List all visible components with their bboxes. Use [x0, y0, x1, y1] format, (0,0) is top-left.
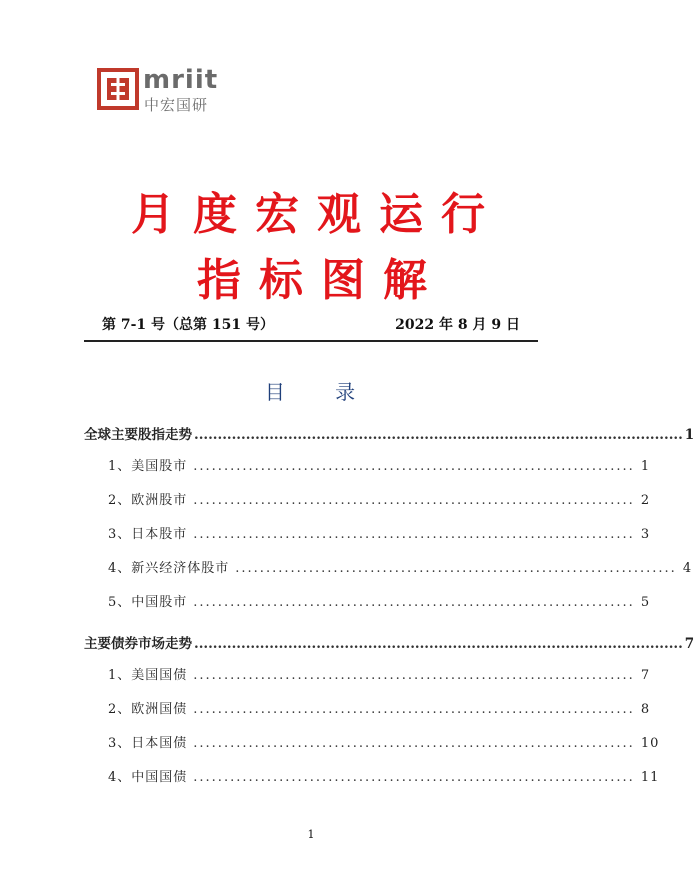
- mriit-logo-icon: [97, 68, 139, 110]
- toc-page-number: 11: [640, 770, 660, 785]
- toc-item-japan-bonds[interactable]: [108, 732, 660, 751]
- toc-leader-dots: ........................................................................................................: [194, 427, 683, 443]
- title-line-2: 指标图解: [197, 255, 445, 306]
- toc-page-number: 4: [682, 561, 693, 576]
- toc-section-label: 主要债券市场走势: [84, 636, 192, 652]
- toc-item-japan-stocks[interactable]: [108, 523, 651, 542]
- toc-leader-dots: ........................................................................: [193, 668, 635, 683]
- brand-logo: [97, 65, 217, 115]
- logo-chinese-name: 中宏国研: [144, 96, 209, 114]
- toc-leader-dots: ........................................................................: [235, 561, 677, 576]
- toc-page-number: 7: [640, 668, 651, 683]
- toc-leader-dots: ........................................................................: [193, 459, 635, 474]
- toc-leader-dots: ........................................................................: [193, 595, 635, 610]
- toc-page-number: 3: [640, 527, 651, 542]
- issue-number: 第 7-1 号（总第 151 号）: [102, 317, 275, 333]
- toc-item-label: 3、日本股市: [108, 527, 188, 542]
- toc-item-china-bonds[interactable]: [108, 766, 660, 785]
- toc-page-number: 7: [684, 636, 694, 652]
- toc-leader-dots: ........................................................................: [193, 736, 635, 751]
- toc-item-china-stocks[interactable]: [108, 591, 651, 610]
- toc-item-label: 2、欧洲国债: [108, 702, 188, 717]
- toc-leader-dots: ........................................................................: [193, 770, 635, 785]
- issue-date: 2022 年 8 月 9 日: [395, 317, 520, 333]
- toc-item-label: 5、中国股市: [108, 595, 188, 610]
- toc-section-label: 全球主要股指走势: [84, 427, 192, 443]
- toc-page-number: 1: [684, 427, 694, 443]
- toc-item-us-stocks[interactable]: [108, 455, 651, 474]
- toc-page-number: 1: [640, 459, 651, 474]
- page-number: 1: [307, 828, 315, 841]
- toc-leader-dots: ........................................................................: [193, 493, 635, 508]
- toc-item-label: 2、欧洲股市: [108, 493, 188, 508]
- toc-leader-dots: ........................................................................: [193, 527, 635, 542]
- toc-page-number: 8: [640, 702, 651, 717]
- toc-item-europe-bonds[interactable]: [108, 698, 651, 717]
- toc-section-bond-markets[interactable]: [84, 632, 694, 652]
- toc-item-us-bonds[interactable]: [108, 664, 651, 683]
- header-divider: [84, 340, 538, 342]
- toc-item-label: 4、中国国债: [108, 770, 188, 785]
- toc-item-label: 1、美国国债: [108, 668, 188, 683]
- toc-item-label: 3、日本国债: [108, 736, 188, 751]
- toc-item-europe-stocks[interactable]: [108, 489, 651, 508]
- toc-leader-dots: ........................................................................................................: [194, 636, 683, 652]
- toc-item-label: 4、新兴经济体股市: [108, 561, 230, 576]
- logo-wordmark: mriit: [143, 65, 219, 95]
- toc-page-number: 2: [640, 493, 651, 508]
- toc-heading: 目 录: [264, 380, 378, 404]
- toc-page-number: 5: [640, 595, 651, 610]
- toc-item-label: 1、美国股市: [108, 459, 188, 474]
- toc-section-global-stocks[interactable]: [84, 423, 694, 443]
- toc-page-number: 10: [640, 736, 660, 751]
- toc-leader-dots: ........................................................................: [193, 702, 635, 717]
- title-line-1: 月度宏观运行: [131, 189, 503, 240]
- toc-item-emerging-stocks[interactable]: [108, 557, 693, 576]
